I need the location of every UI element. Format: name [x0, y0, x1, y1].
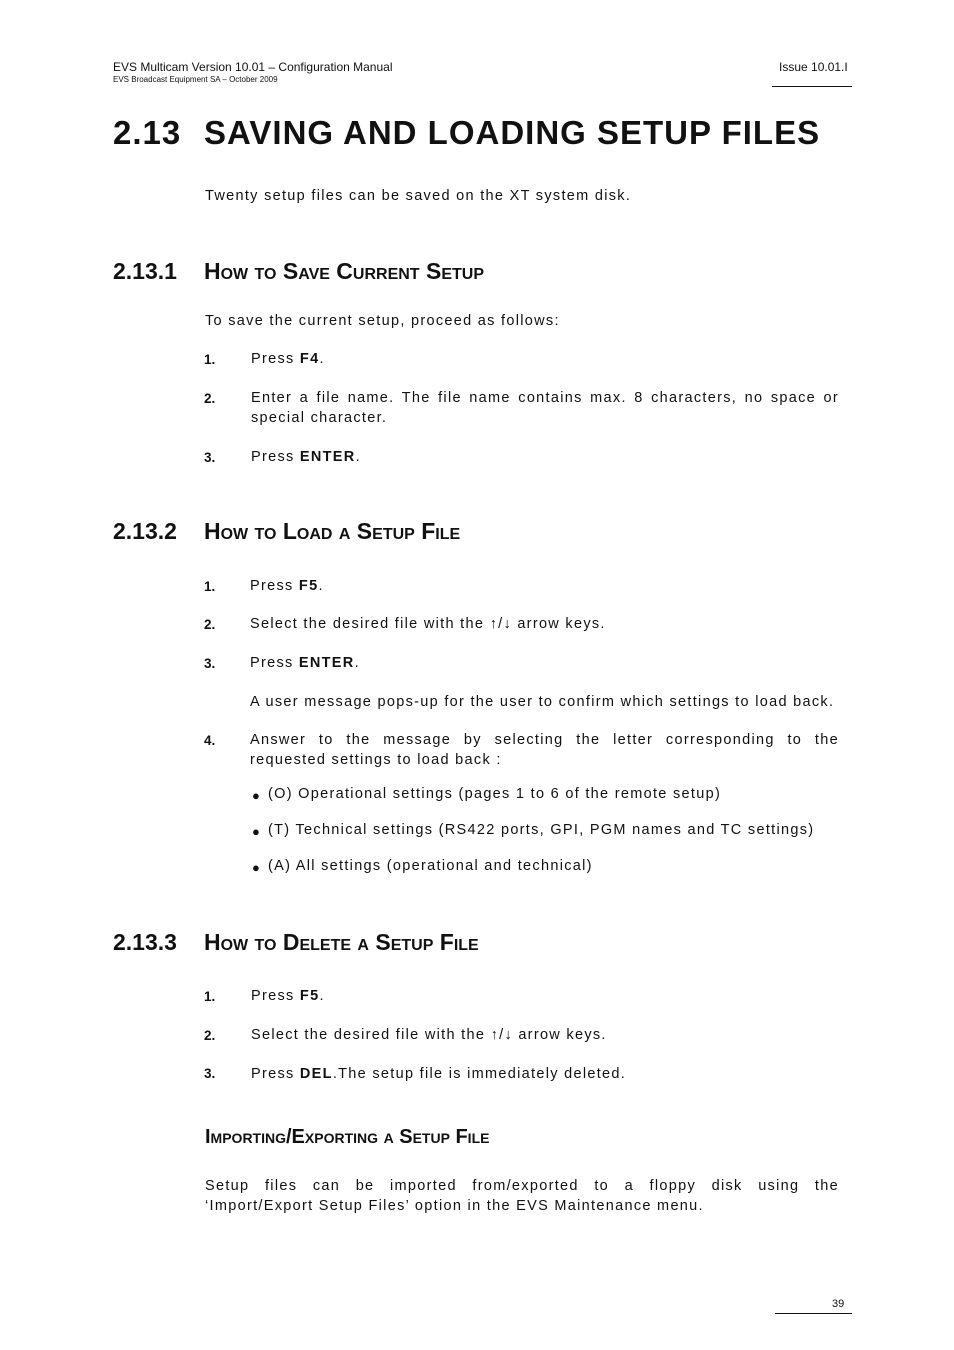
subsection-heading-load — [113, 518, 460, 545]
import-export-text: Setup files can be imported from/exported to a floppy disk using the ‘Import/Export Setup Files’ option in the EVS Maintenance menu. — [205, 1178, 839, 1214]
step-text: Press F4. — [251, 351, 325, 367]
step-number: 4. — [204, 733, 216, 748]
step-number: 3. — [204, 1066, 216, 1081]
step-text: Select the desired file with the ↑/↓ arrow keys. — [250, 616, 606, 632]
step-text: Press DEL.The setup file is immediately deleted. — [251, 1066, 627, 1082]
step-number: 2. — [204, 1028, 216, 1043]
key-label: ENTER — [298, 655, 355, 671]
section-heading — [113, 114, 820, 152]
step-number: 3. — [204, 656, 216, 671]
footer-rule — [775, 1313, 852, 1314]
page-number: 39 — [832, 1298, 845, 1310]
bullet-item: (O) Operational settings (pages 1 to 6 of the remote setup) — [268, 786, 722, 802]
import-export-heading: Importing/Exporting a Setup File — [205, 1126, 490, 1148]
save-intro: To save the current setup, proceed as follows: — [205, 313, 560, 329]
subsection-title: How to Delete a Setup File — [204, 929, 479, 955]
subsection-title: How to Load a Setup File — [204, 518, 461, 544]
key-label: F4 — [299, 351, 320, 367]
step-text: Press F5. — [250, 578, 324, 594]
step-text: Press ENTER. — [251, 449, 361, 465]
subsection-heading-save — [113, 258, 484, 285]
step-number: 2. — [204, 391, 216, 406]
issue-label: Issue 10.01.I — [779, 60, 848, 74]
step-number: 1. — [204, 352, 216, 367]
section-intro: Twenty setup files can be saved on the XT system disk. — [205, 188, 632, 204]
publisher-line: EVS Broadcast Equipment SA – October 2009 — [113, 75, 278, 84]
subsection-number: 2.13.3 — [113, 929, 177, 955]
subsection-heading-delete — [113, 929, 479, 956]
subsection-number: 2.13.2 — [113, 518, 177, 544]
key-label: F5 — [298, 578, 319, 594]
step-number: 3. — [204, 450, 216, 465]
bullet-icon: ● — [252, 788, 260, 803]
step-number: 2. — [204, 617, 216, 632]
subsection-title: How to Save Current Setup — [204, 258, 484, 284]
key-label: ENTER — [299, 449, 356, 465]
key-label: F5 — [299, 988, 320, 1004]
step-text: Select the desired file with the ↑/↓ arrow keys. — [251, 1027, 607, 1043]
step-text: Enter a file name. The file name contains max. 8 characters, no space or special character. — [251, 390, 839, 426]
step-text: Answer to the message by selecting the letter corresponding to the requested settings to load back : — [250, 732, 839, 768]
section-title: SAVING AND LOADING SETUP FILES — [204, 114, 821, 151]
step-text: Press F5. — [251, 988, 325, 1004]
bullet-item: (A) All settings (operational and technical) — [268, 858, 593, 874]
section-number: 2.13 — [113, 114, 182, 151]
step-text: Press ENTER. — [250, 655, 360, 671]
bullet-icon: ● — [252, 860, 260, 875]
document-title: EVS Multicam Version 10.01 – Configuration Manual — [113, 60, 393, 74]
bullet-item: (T) Technical settings (RS422 ports, GPI, PGM names and TC settings) — [268, 822, 815, 838]
bullet-icon: ● — [252, 824, 260, 839]
key-label: DEL — [299, 1066, 333, 1082]
step-number: 1. — [204, 579, 216, 594]
subsection-number: 2.13.1 — [113, 258, 177, 284]
step-number: 1. — [204, 989, 216, 1004]
header-rule — [772, 86, 852, 87]
load-note: A user message pops-up for the user to confirm which settings to load back. — [250, 694, 835, 710]
